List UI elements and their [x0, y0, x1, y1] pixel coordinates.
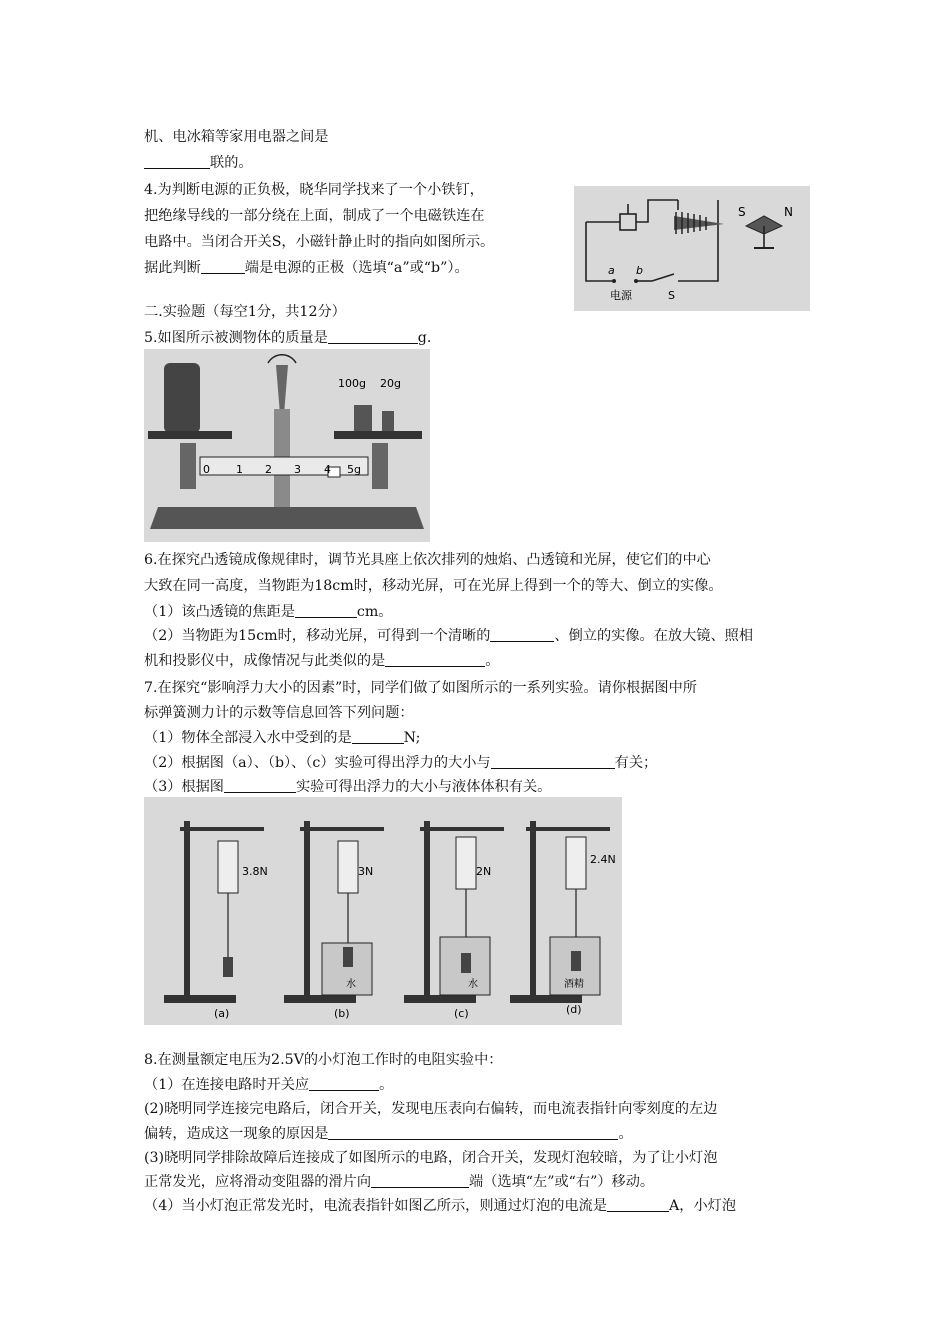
question-6-line: 6.在探究凸透镜成像规律时，调节光具座上依次排列的烛焰、凸透镜和光屏，使它们的中心	[144, 552, 711, 568]
answer-blank[interactable]	[491, 754, 615, 769]
question-6-line: 机和投影仪中，成像情况与此类似的是 。	[144, 653, 500, 669]
south-pole-label: S	[738, 205, 746, 219]
answer-blank[interactable]	[607, 1197, 669, 1212]
terminal-a-label: a	[608, 264, 615, 277]
text-line: 联的。	[144, 153, 253, 173]
question-6-line: （2）当物距为15cm时，移动光屏，可得到一个清晰的 、倒立的实像。在放大镜、照相	[144, 628, 754, 644]
scale-tick-5g: 5g	[347, 463, 361, 476]
liquid-c: 水	[468, 979, 478, 990]
question-8-line: （4）当小灯泡正常发光时，电流表指针如图乙所示，则通过灯泡的电流是 A，小灯泡	[144, 1198, 737, 1214]
electromagnet-circuit-figure	[574, 186, 810, 311]
question-4-line: 把绝缘导线的一部分绕在上面，制成了一个电磁铁连在	[144, 208, 485, 224]
question-8-line: (3)晓明同学排除故障后连接成了如图所示的电路，闭合开关，发现灯泡较暗，为了让小灯泡	[144, 1150, 718, 1166]
reading-b: 3N	[358, 865, 374, 878]
liquid-b: 水	[346, 979, 356, 990]
north-pole-label: N	[784, 205, 793, 219]
answer-blank[interactable]	[295, 603, 357, 618]
scale-tick-1: 1	[236, 463, 243, 476]
scale-tick-4: 4	[324, 463, 331, 476]
liquid-d: 酒精	[564, 979, 584, 990]
question-8-line: (2)晓明同学连接完电路后，闭合开关，发现电压表向右偏转，而电流表指针向零刻度的左边	[144, 1101, 718, 1117]
buoyancy-experiment-figure	[144, 797, 622, 1025]
stand-a	[164, 821, 268, 1020]
power-source-label: 电源	[610, 289, 632, 302]
answer-blank[interactable]	[144, 154, 210, 169]
question-7-line: 7.在探究“影响浮力大小的因素”时，同学们做了如图所示的一系列实验。请你根据图中所	[144, 680, 697, 696]
caption-d: (d)	[566, 1003, 582, 1016]
question-6-line: （1）该凸透镜的焦距是 cm。	[144, 604, 393, 620]
switch-label: S	[668, 289, 675, 302]
section-heading: 二.实验题（每空1分，共12分）	[144, 304, 346, 320]
stand-c	[404, 821, 504, 1020]
question-7-line: 标弹簧测力计的示数等信息回答下列问题：	[144, 705, 414, 721]
scale-tick-3: 3	[294, 463, 301, 476]
scale-tick-0: 0	[203, 463, 210, 476]
answer-blank[interactable]	[352, 729, 404, 744]
question-4-line: 电路中。当闭合开关S，小磁针静止时的指向如图所示。	[144, 234, 495, 250]
caption-a: (a)	[214, 1007, 230, 1020]
answer-blank[interactable]	[371, 1173, 469, 1188]
weight-20g-label: 20g	[380, 377, 401, 390]
question-4-line: 据此判断 端是电源的正极（选填“a”或“b”）。	[144, 260, 469, 276]
scale-tick-2: 2	[265, 463, 272, 476]
question-7-line: （3）根据图 实验可得出浮力的大小与液体体积有关。	[144, 779, 552, 795]
answer-blank[interactable]	[328, 1125, 618, 1140]
reading-d: 2.4N	[590, 853, 616, 866]
answer-blank[interactable]	[224, 778, 296, 793]
caption-b: (b)	[334, 1007, 350, 1020]
answer-blank[interactable]	[385, 652, 485, 667]
answer-blank[interactable]	[328, 329, 418, 344]
question-7-line: （2）根据图（a）、（b）、（c）实验可得出浮力的大小与 有关；	[144, 755, 658, 771]
question-6-line: 大致在同一高度，当物距为18cm时，移动光屏，可在光屏上得到一个的等大、倒立的实像。	[144, 578, 723, 594]
question-8-line: 8.在测量额定电压为2.5V的小灯泡工作时的电阻实验中：	[144, 1052, 503, 1068]
question-5-line: 5.如图所示被测物体的质量是 g.	[144, 330, 432, 346]
answer-blank[interactable]	[201, 259, 245, 274]
reading-a: 3.8N	[242, 865, 268, 878]
question-8-line: 正常发光，应将滑动变阻器的滑片向 端（选填“左”或“右”）移动。	[144, 1174, 655, 1190]
stand-d	[510, 821, 616, 1016]
reading-c: 2N	[476, 865, 492, 878]
answer-blank[interactable]	[490, 627, 554, 642]
terminal-b-label: b	[636, 264, 643, 277]
question-8-line: （1）在连接电路时开关应 。	[144, 1077, 394, 1093]
weight-100g-label: 100g	[338, 377, 366, 390]
question-8-line: 偏转，造成这一现象的原因是 。	[144, 1126, 633, 1142]
stand-b	[284, 821, 384, 1020]
question-4-line: 4.为判断电源的正负极，晓华同学找来了一个小铁钉，	[144, 182, 484, 198]
balance-figure	[144, 349, 430, 542]
text-line: 机、电冰箱等家用电器之间是	[144, 129, 329, 145]
answer-blank[interactable]	[309, 1076, 379, 1091]
question-7-line: （1）物体全部浸入水中受到的是 N;	[144, 730, 421, 746]
caption-c: (c)	[454, 1007, 469, 1020]
